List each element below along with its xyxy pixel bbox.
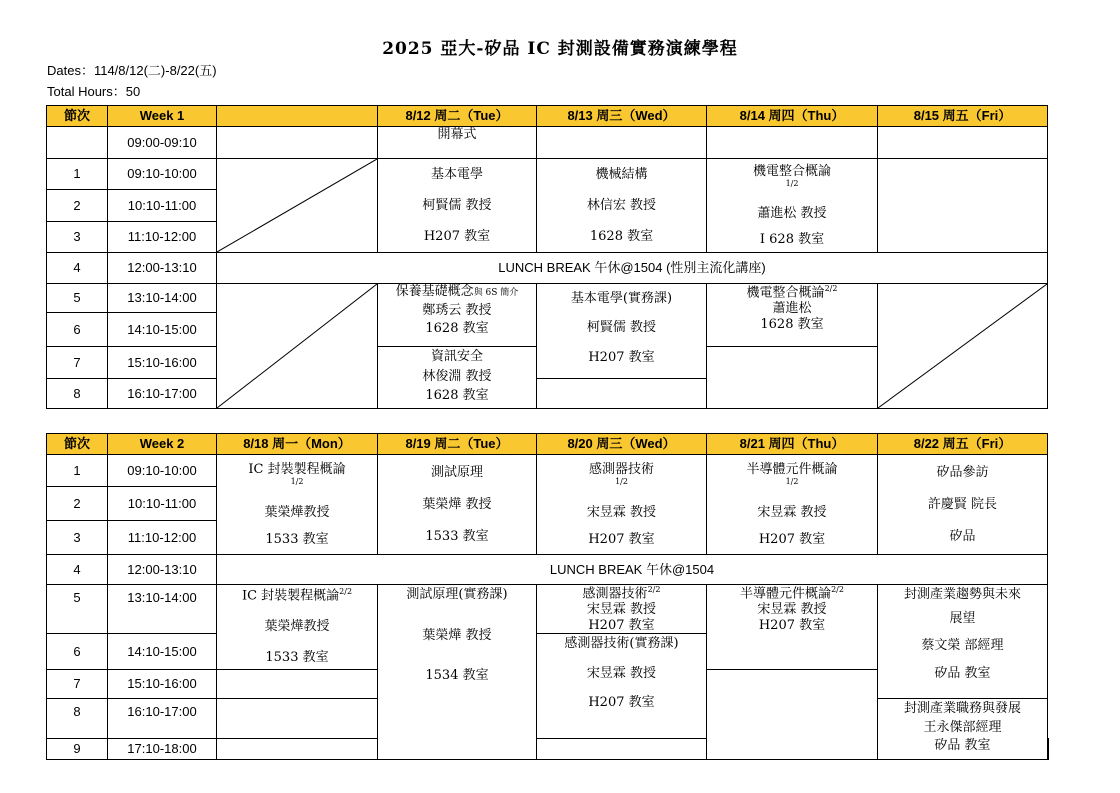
time-slot: 15:10-16:00 [108,670,217,699]
header-week: Week 1 [108,106,217,127]
table-row [47,253,1048,284]
course-title-suffix: 與 6S 簡介 [473,288,519,298]
header-day-wed: 8/13 周三（Wed） [537,106,707,127]
course-teacher: 林俊淵 教授 [422,368,492,384]
time-slot: 13:10-14:00 [108,284,217,313]
course-room: 1533 教室 [425,528,489,544]
period-number: 5 [47,585,108,634]
course-wed-pm [537,284,707,379]
page-title: 2025 亞大-矽品 IC 封測設備實務演練學程 [382,39,738,59]
header-period: 節次 [47,106,108,127]
period-number: 2 [47,487,108,521]
no-class-diagonal [878,284,1048,409]
course-part: 2/2 [339,587,353,596]
period-number: 1 [47,159,108,190]
course-tue-pm [378,585,537,760]
no-class-diagonal [217,159,378,253]
no-class-diagonal [217,284,378,409]
table-row [47,585,1049,634]
period-number: 4 [47,253,108,284]
table-row [47,127,1048,159]
course-teacher: 許慶賢 院長 [927,496,998,512]
course-wed-am [537,455,707,555]
course-teacher: 柯賢儒 教授 [422,197,492,213]
course-fri-am [878,455,1048,555]
course-part: 1/2 [785,179,799,189]
course-tue-am [378,455,537,555]
course-room: 1533 教室 [265,649,329,665]
course-part: 1/2 [785,477,799,487]
header-day-thu: 8/14 周四（Thu） [707,106,878,127]
course-wed-am [537,159,707,253]
course-room: H207 教室 [588,349,655,365]
period-number: 6 [47,313,108,347]
course-teacher: 林信宏 教授 [586,197,657,213]
header-day-tue: 8/12 周二（Tue） [378,106,537,127]
course-title: 感測器技術 [588,461,654,477]
course-part: 1/2 [290,477,304,487]
time-slot: 14:10-15:00 [108,634,217,670]
course-part: 2/2 [831,585,844,594]
time-slot: 11:10-12:00 [108,521,217,555]
time-slot: 09:10-10:00 [108,455,217,487]
course-thu-am [707,455,878,555]
table-row [47,284,1048,313]
course-part: 1/2 [615,477,628,487]
time-slot: 16:10-17:00 [108,699,217,739]
week1-schedule-table [46,105,1048,409]
course-room: 矽品 教室 [934,738,991,754]
course-title: 半導體元件概論 [746,461,838,477]
course-teacher: 葉榮燁教授 [264,618,330,634]
course-title: IC 封裝製程概論 [248,461,346,477]
time-slot: 15:10-16:00 [108,347,217,379]
course-title: 機電整合概論 [752,163,831,179]
empty-cell [878,159,1048,253]
period-number: 8 [47,379,108,409]
empty-cell [217,739,378,760]
course-room: H207 教室 [758,531,826,547]
header-day-wed: 8/20 周三（Wed） [537,434,707,455]
course-title: 機械結構 [595,166,648,182]
period-number: 6 [47,634,108,670]
diagonal-line [217,159,377,252]
course-teacher: 宋昱霖 教授 [586,665,657,681]
empty-cell [217,670,378,699]
course-room: 1628 教室 [425,321,489,337]
course-teacher: 蕭進松 教授 [757,206,827,222]
time-slot: 14:10-15:00 [108,313,217,347]
empty-cell [537,127,707,159]
course-part: 2/2 [647,585,661,594]
period-number: 1 [47,455,108,487]
header-day-fri: 8/22 周五（Fri） [878,434,1048,455]
empty-cell [707,347,878,409]
course-title: 測試原理(實務課) [406,587,508,602]
header-week: Week 2 [108,434,217,455]
course-mon-am [217,455,378,555]
course-tue-pm1 [378,284,537,347]
time-slot: 12:00-13:10 [108,253,217,284]
empty-cell [707,670,878,760]
course-title: 基本電學 [430,166,483,182]
course-teacher: 柯賢儒 教授 [586,320,657,336]
course-room: 1628 教室 [760,316,824,332]
course-teacher: 葉榮燁教授 [264,505,330,521]
time-slot: 10:10-11:00 [108,190,217,221]
lunch-break: LUNCH BREAK 午休@1504 [217,555,1048,585]
course-title: 封測產業趨勢與未來 [903,587,1021,602]
time-slot: 13:10-14:00 [108,585,217,634]
week1-header-row [47,106,1048,127]
course-thu-am [707,159,878,253]
course-title: 矽品參訪 [936,464,989,480]
course-room: H207 教室 [423,228,491,244]
empty-cell [707,127,878,159]
diagonal-line [878,284,1047,408]
course-fri-pm1 [878,585,1048,699]
header-period: 節次 [47,434,108,455]
week2-schedule-table [46,433,1049,760]
period-number: 4 [47,555,108,585]
header-day-mon: 8/18 周一（Mon） [217,434,378,455]
course-teacher: 宋昱霖 教授 [757,601,827,617]
period-number: 5 [47,284,108,313]
course-title: IC 封裝製程概論 [241,588,340,604]
course-teacher: 宋昱霖 教授 [757,505,827,521]
empty-cell [217,699,378,739]
week2-header-row [47,434,1049,455]
course-room: 1533 教室 [265,531,329,547]
course-teacher: 蔡文榮 部經理 [921,638,1004,654]
course-title: 機電整合概論 [746,285,825,301]
course-title: 感測器技術(實務課) [564,636,679,652]
course-title-line2: 展望 [949,610,976,626]
course-teacher: 葉榮燁 教授 [422,627,492,643]
course-room: I 628 教室 [759,231,825,247]
course-room: H207 教室 [758,617,826,633]
empty-cell [878,127,1048,159]
table-row [47,555,1049,585]
period-number: 7 [47,670,108,699]
period-number: 3 [47,521,108,555]
period-number: 2 [47,190,108,221]
course-teacher: 蕭進松 [772,300,812,316]
header-blank [217,106,378,127]
course-title: 感測器技術 [582,586,648,602]
header-day-tue: 8/19 周二（Tue） [378,434,537,455]
time-slot: 17:10-18:00 [108,739,217,760]
period-number [47,127,108,159]
course-title: 基本電學(實務課) [570,290,673,306]
total-hours-line: Total Hours：50 [47,84,141,99]
course-title: 測試原理 [430,464,483,480]
course-title: 半導體元件概論 [740,586,832,602]
course-wed-pm2 [537,634,707,739]
course-wed-pm1 [537,585,707,634]
course-room: H207 教室 [588,695,655,711]
time-slot: 09:00-09:10 [108,127,217,159]
course-teacher: 鄭琇云 教授 [422,302,492,318]
course-room: 1628 教室 [425,388,489,404]
header-day-thu: 8/21 周四（Thu） [707,434,878,455]
period-number: 3 [47,221,108,252]
time-slot: 11:10-12:00 [108,221,217,252]
time-slot: 10:10-11:00 [108,487,217,521]
course-mon-pm [217,585,378,670]
dates-line: Dates：114/8/12(二)-8/22(五) [47,63,217,78]
empty-cell [217,127,378,159]
period-number: 9 [47,739,108,760]
lunch-break: LUNCH BREAK 午休@1504 (性別主流化講座) [217,253,1048,284]
course-title: 資訊安全 [430,349,483,364]
course-teacher: 宋昱霖 教授 [586,505,657,521]
empty-cell [537,379,707,409]
period-number: 8 [47,699,108,739]
course-room: 矽品 教室 [934,665,991,681]
course-room: H207 教室 [588,617,655,633]
course-teacher: 王永傑部經理 [923,719,1002,735]
header-day-fri: 8/15 周五（Fri） [878,106,1048,127]
course-room: 1534 教室 [425,668,489,684]
opening-ceremony: 開幕式 [378,127,537,159]
empty-cell [1048,739,1049,760]
course-part: 2/2 [824,284,838,293]
time-slot: 09:10-10:00 [108,159,217,190]
table-row [47,159,1048,190]
time-slot: 12:00-13:10 [108,555,217,585]
course-teacher: 宋昱霖 教授 [586,601,657,617]
diagonal-line [217,284,377,408]
course-teacher: 葉榮燁 教授 [422,496,492,512]
course-thu-pm [707,585,878,670]
course-title: 保養基礎概念 [395,284,474,299]
empty-cell [537,739,707,760]
course-room: H207 教室 [588,531,655,547]
table-row [47,455,1049,487]
course-room: 矽品 [949,528,976,544]
course-fri-pm2 [878,699,1048,760]
course-tue-am [378,159,537,253]
course-title: 封測產業職務與發展 [903,701,1021,717]
course-thu-pm [707,284,878,347]
course-room: 1628 教室 [589,228,654,244]
course-tue-pm2 [378,347,537,409]
time-slot: 16:10-17:00 [108,379,217,409]
period-number: 7 [47,347,108,379]
